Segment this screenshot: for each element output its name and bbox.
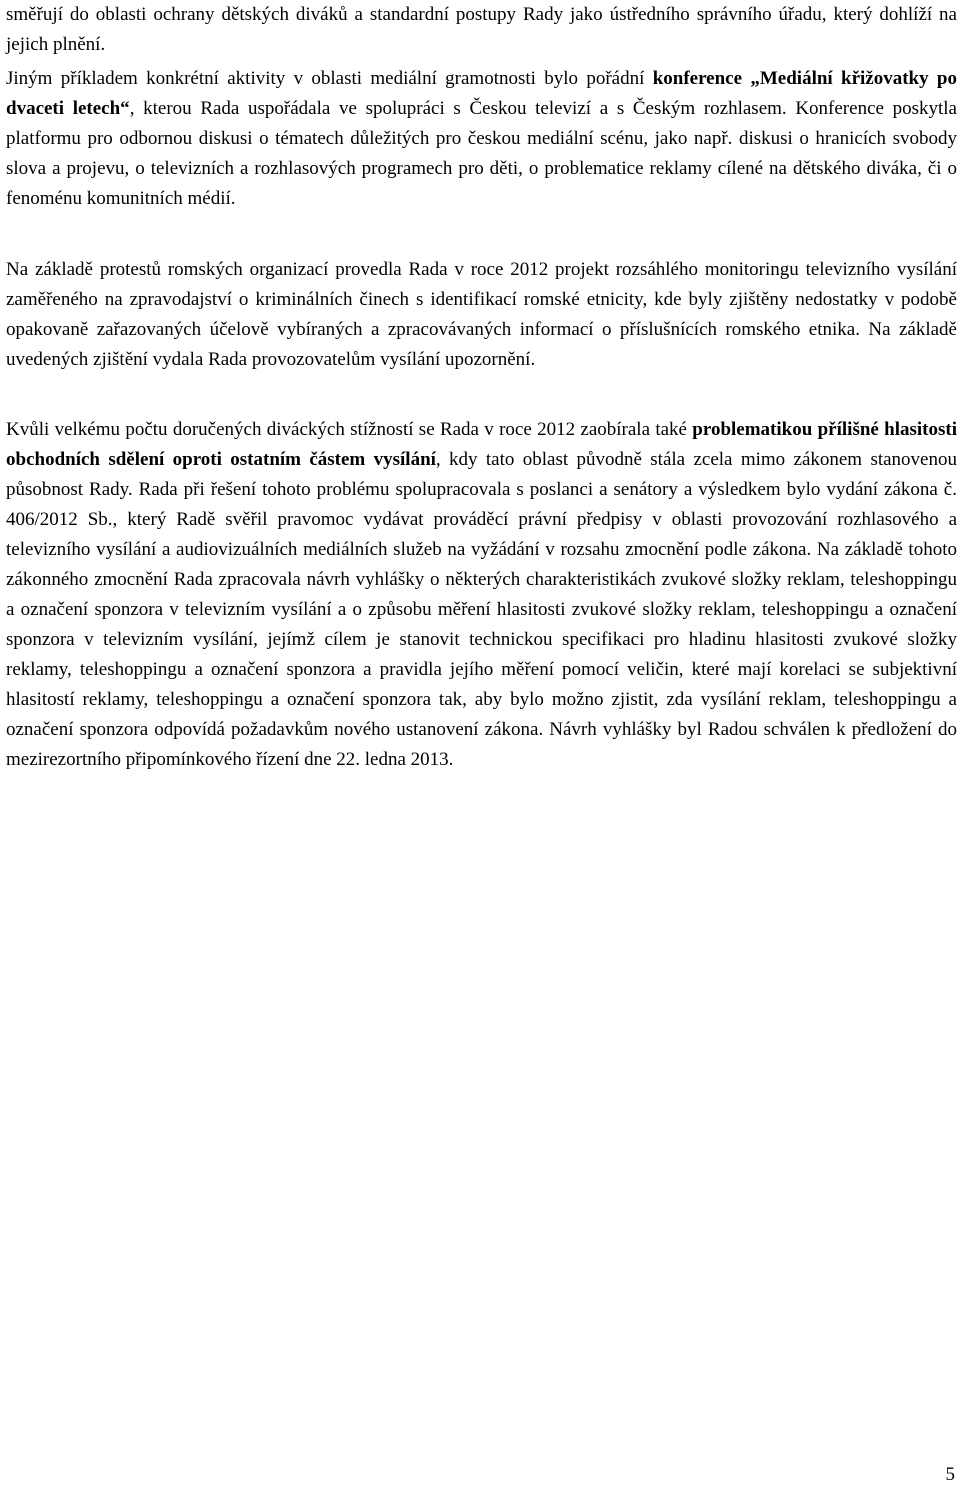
paragraph-text: , kterou Rada uspořádala ve spolupráci s Českou televizí a s Českým rozhlasem. Konference poskytla platformu pro odbornou diskusi o tématech důležitých pro českou mediální scénu, jako např. diskusi o hranicích svobody slova a projevu, o televizních a rozhlasových programech pro děti, o problematice reklamy cílené na dětského diváka, či o fenoménu komunitních médií.: [6, 98, 957, 209]
paragraph-loudness-regulation: [6, 415, 957, 775]
paragraph-text: , kdy tato oblast původně stála zcela mimo zákonem stanovenou působnost Rady. Rada při řešení tohoto problému spolupracovala s poslanci a senátory a výsledkem bylo vydání zákona č. 406/2012 Sb., který Radě svěřil pravomoc vydávat prováděcí právní předpisy v oblasti provozování rozhlasového a televizního vysílání a audiovizuálních mediálních služeb na vyžádání v rozsahu zmocnění podle zákona. Na základě tohoto zákonného zmocnění Rada zpracovala návrh vyhlášky o některých charakteristikách zvukové složky reklam, teleshoppingu a označení sponzora v televizním vysílání a o způsobu měření hlasitosti zvukové složky reklam, teleshoppingu a označení sponzora v televizním vysílání, jejímž cílem je stanovit technickou specifikaci pro hladinu hlasitosti zvukové složky reklamy, teleshoppingu a označení sponzora a pravidla jejího měření pomocí veličin, které mají korelaci se subjektivní hlasitostí reklamy, teleshoppingu a označení sponzora tak, aby bylo možno zjistit, zda vysílání reklam, teleshoppingu a označení sponzora odpovídá požadavkům nového ustanovení zákona. Návrh vyhlášky byl Radou schválen k předložení do mezirezortního připomínkového řízení dne 22. ledna 2013.: [6, 449, 957, 770]
paragraph-media-literacy-conference: [6, 64, 957, 214]
paragraph-text: Kvůli velkému počtu doručených diváckých stížností se Rada v roce 2012 zaobírala také: [6, 419, 693, 440]
paragraph-text: Jiným příkladem konkrétní aktivity v oblasti mediální gramotnosti bylo pořádní: [6, 68, 653, 89]
paragraph-text: Na základě protestů romských organizací provedla Rada v roce 2012 projekt rozsáhlého monitoringu televizního vysílání zaměřeného na zpravodajství o kriminálních činech s identifikací romské etnicity, kde byly zjištěny nedostatky v podobě opakovaně zařazovaných účelově vybíraných a zpracovávaných informací o příslušnících romského etnika. Na základě uvedených zjištění vydala Rada provozovatelům vysílání upozornění.: [6, 259, 957, 370]
page-number: 5: [945, 1464, 955, 1485]
paragraph-roma-monitoring: [6, 255, 957, 375]
conference-title-bold: konference „Mediální křižovatky po dvaceti letech“: [6, 68, 957, 119]
loudness-topic-bold: problematikou přílišné hlasitosti obchodních sdělení oproti ostatním částem vysílání: [6, 419, 957, 470]
paragraph-text: směřují do oblasti ochrany dětských diváků a standardní postupy Rady jako ústředního správního úřadu, který dohlíží na jejich plnění.: [6, 4, 957, 55]
paragraph-children-protection: [6, 0, 957, 60]
